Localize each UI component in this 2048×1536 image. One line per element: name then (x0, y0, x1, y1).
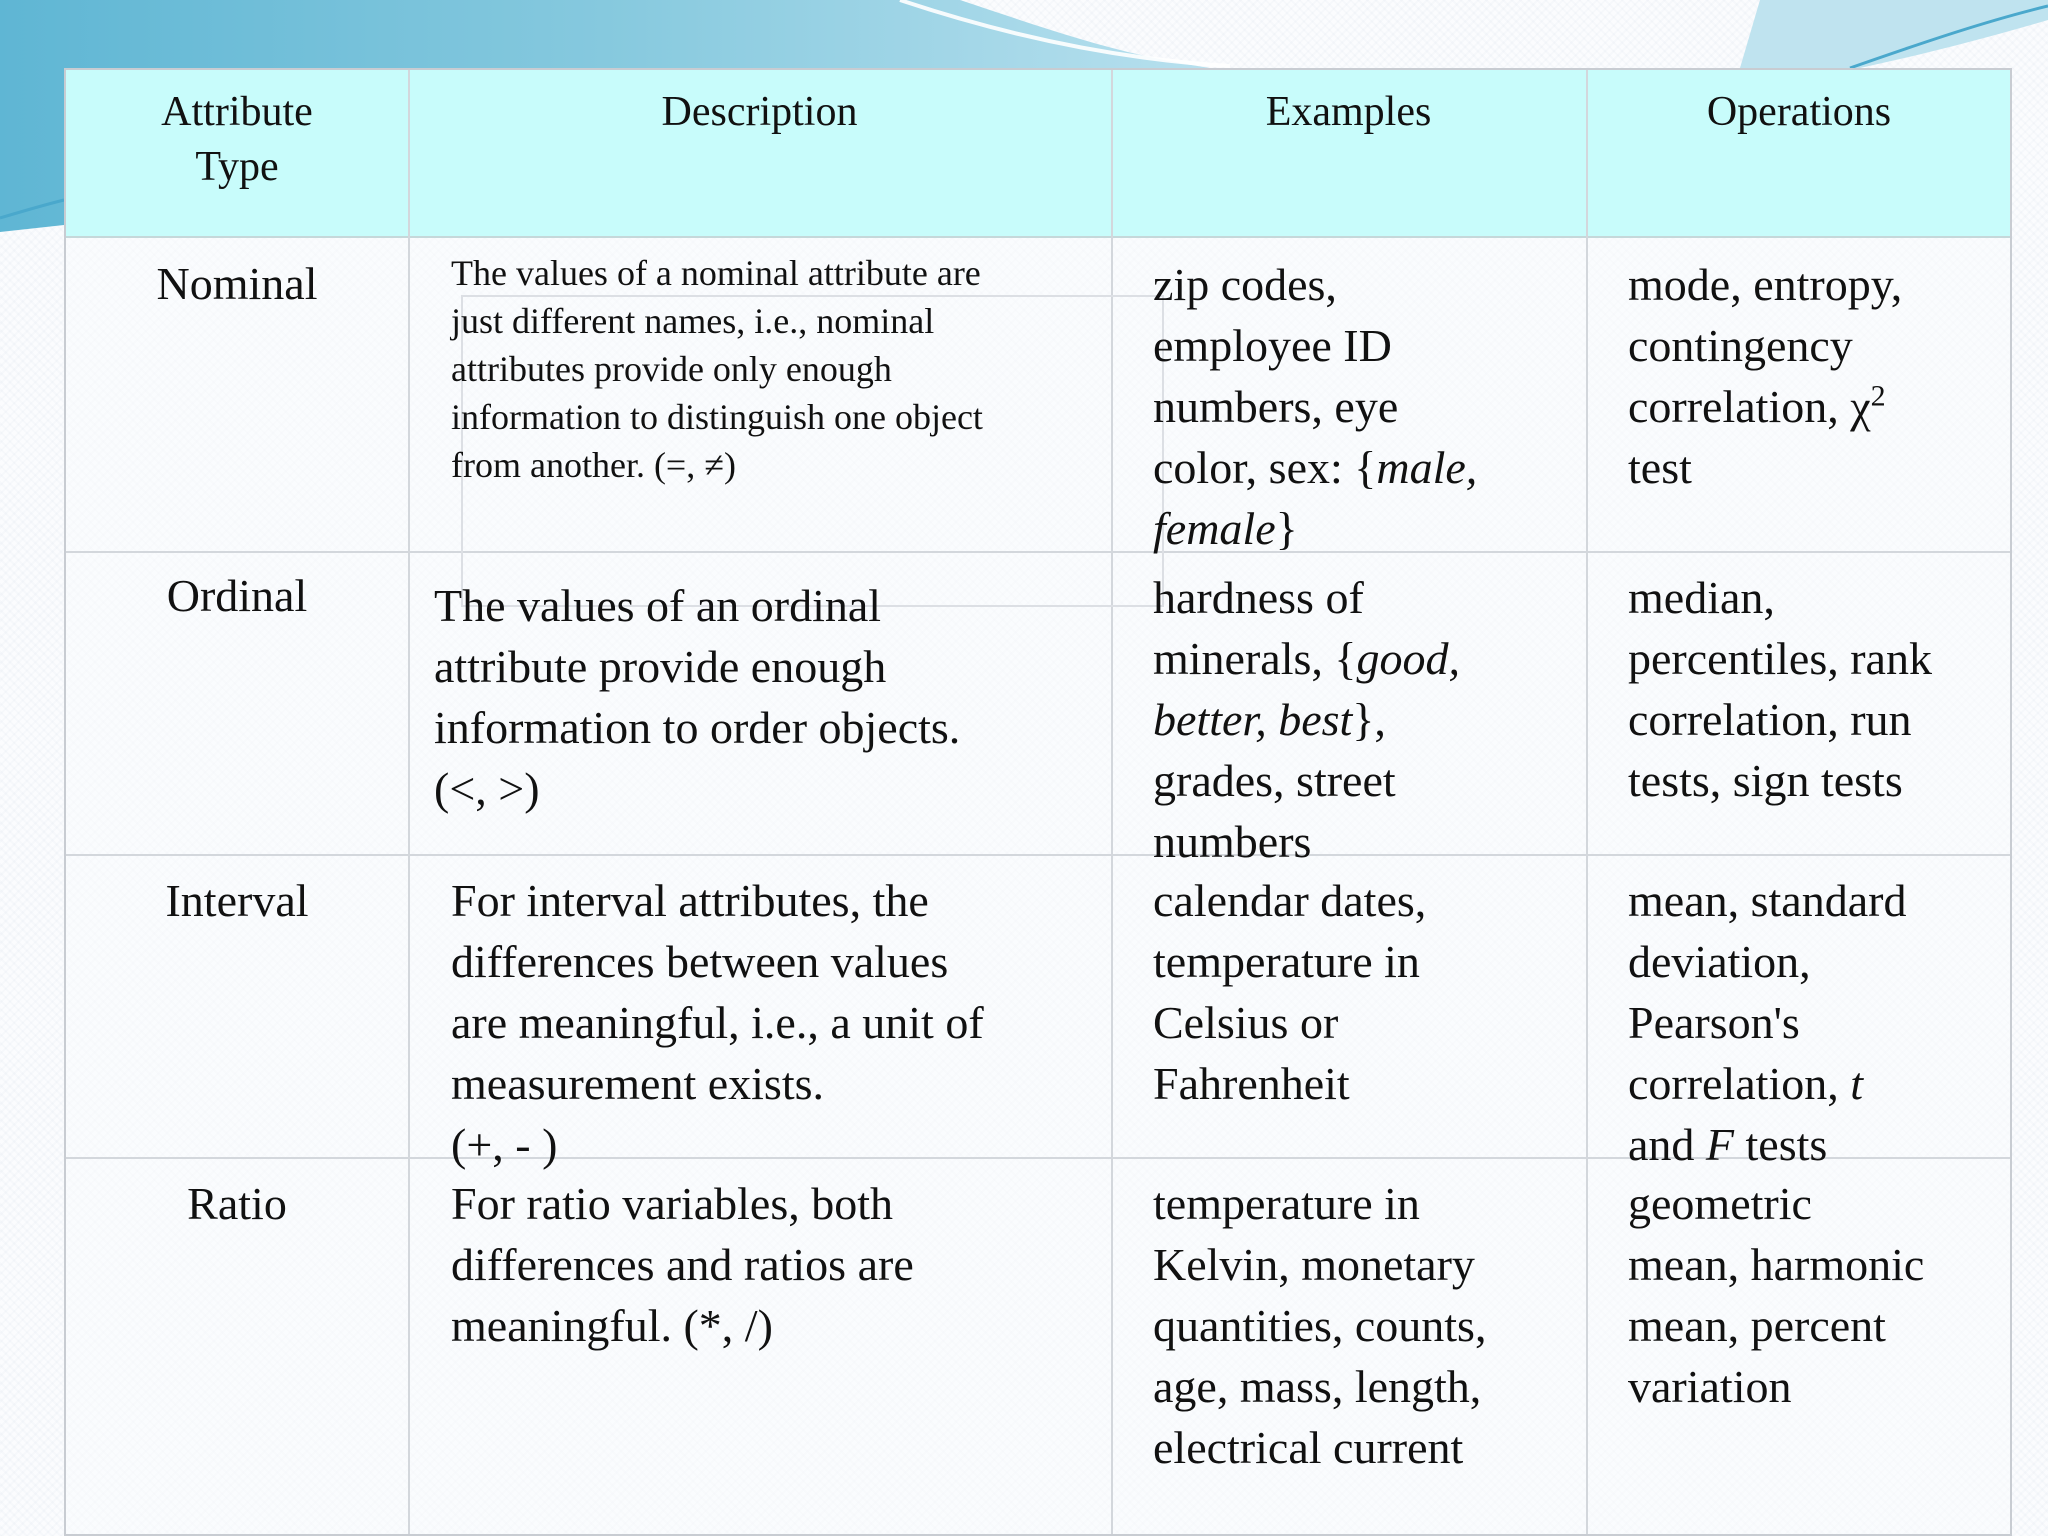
type-ratio: Ratio (187, 1178, 287, 1229)
type-nominal: Nominal (156, 258, 318, 309)
column-divider (1111, 70, 1113, 1534)
attribute-types-table (64, 68, 2012, 1536)
column-divider (408, 70, 410, 1534)
examples-interval: calendar dates, temperature in Celsius or Fahrenheit (1153, 875, 1427, 1109)
examples-ratio: temperature in Kelvin, monetary quantities, counts, age, mass, length, electrical current (1153, 1178, 1487, 1473)
header-operations: Operations (1706, 89, 1892, 135)
header-examples: Examples (1265, 89, 1432, 135)
description-nominal: The values of a nominal attribute are just different names, i.e., nominal attributes provide only enough information to distinguish one object from another. (=, ≠) (451, 253, 983, 485)
operations-ratio: geometric mean, harmonic mean, percent variation (1628, 1178, 1925, 1412)
operations-interval: mean, standard deviation, Pearson's correlation, t and F tests (1628, 875, 1907, 1170)
type-interval: Interval (165, 875, 309, 926)
header-attribute-type: Attribute Type (161, 89, 313, 190)
header-description: Description (661, 89, 858, 135)
description-interval: For interval attributes, the differences between values are meaningful, i.e., a unit of measurement exists. (+, - ) (451, 875, 984, 1170)
description-ratio: For ratio variables, both differences and ratios are meaningful. (*, /) (451, 1178, 914, 1351)
description-ordinal: The values of an ordinal attribute provide enough information to order objects. (<, >) (434, 580, 961, 814)
examples-nominal: zip codes, employee ID numbers, eye color, sex: {male, female} (1153, 259, 1478, 554)
operations-nominal: mode, entropy, contingency correlation, $\chi^2$ test (1628, 259, 1903, 493)
row-divider (66, 854, 2010, 856)
type-ordinal: Ordinal (166, 570, 308, 621)
examples-ordinal: hardness of minerals, {good, better, best}, grades, street numbers (1153, 572, 1460, 867)
operations-ordinal: median, percentiles, rank correlation, run tests, sign tests (1628, 572, 1932, 806)
column-divider (1586, 70, 1588, 1534)
